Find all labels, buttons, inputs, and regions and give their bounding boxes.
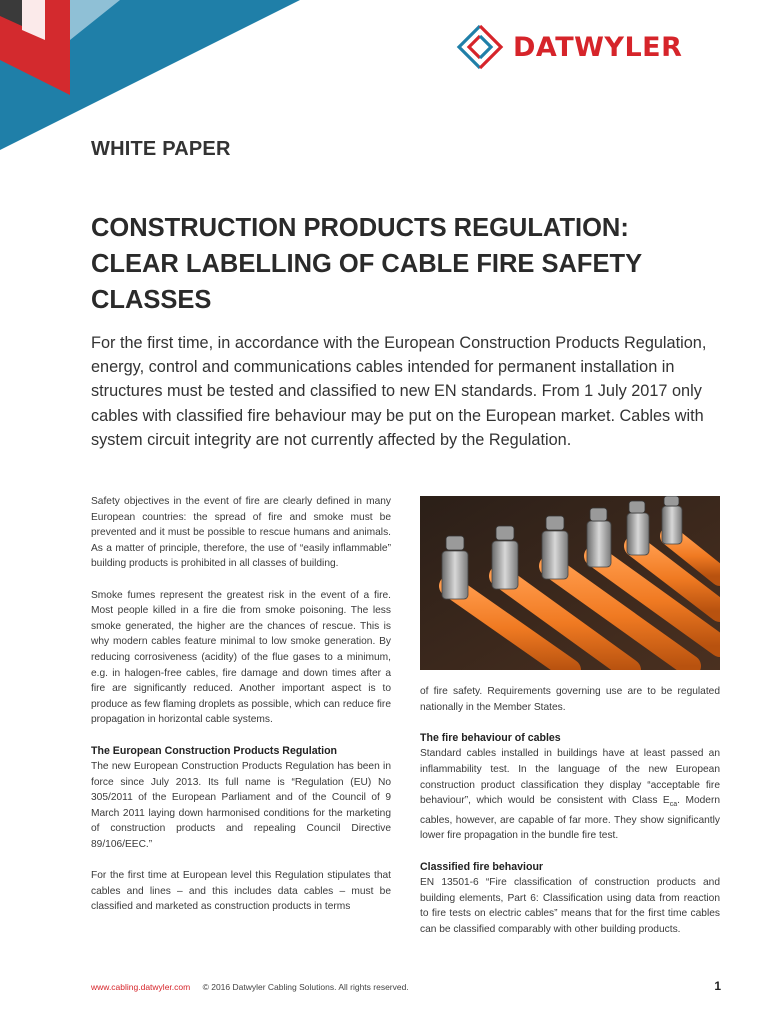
body-paragraph: Smoke fumes represent the greatest risk in the event of a fire. Most people killed in a fire die from smoke poisoning. The less smoke generated, the higher are the chances of rescue. This is why modern cables feature minimal to low smoke generation. By reducing corrosiveness (acidity) of the flue gases to a minimum, e.g. in halogen-free cables, fire damage and down times after a fire are significantly reduced. Another important aspect is to produce as few flaming droplets as possible, which can reduce fire propagation in horizontal cable systems.	[91, 589, 391, 726]
body-paragraph: of fire safety. Requirements governing use are to be regulated nationally in the Member States.	[420, 686, 720, 713]
page-number: 1	[714, 979, 721, 993]
left-column	[91, 494, 391, 931]
lead-paragraph: For the first time, in accordance with the European Construction Products Regulation, energy, control and communications cables intended for permanent installation in structures must be tested and classified to new EN standards. From 1 July 2017 only cables with classified fire behaviour may be put on the European market. Cables with system circuit integrity are not currently affected by the Regulation.	[91, 334, 707, 449]
page-title	[91, 210, 691, 318]
title-line-2: CLEAR LABELLING OF CABLE FIRE SAFETY	[91, 250, 643, 278]
title-line-1: CONSTRUCTION PRODUCTS REGULATION:	[91, 214, 629, 242]
website-link[interactable]: www.cabling.datwyler.com	[91, 982, 191, 992]
cable-photo	[420, 496, 720, 670]
section-heading: The fire behaviour of cables	[420, 731, 561, 744]
body-text: Standard cables installed in buildings have at least passed an inflammability test. In the language of the new European construction product classification they display “acceptable fire behaviour”, which would be consistent with Class E	[420, 748, 720, 807]
body-paragraph: Safety objectives in the event of fire are clearly defined in many European countries: the spread of fire and smoke must be prevented and it must be possible to rescue humans and animals. As a matter of principle, therefore, the use of “easily inflammable” building products is prohibited in all classes of building.	[91, 496, 391, 570]
copyright-text: © 2016 Datwyler Cabling Solutions. All rights reserved.	[202, 982, 409, 992]
class-subscript: ca	[669, 801, 678, 809]
document-type-label: WHITE PAPER	[91, 138, 231, 160]
section-heading: Classified fire behaviour	[420, 860, 544, 873]
page-footer	[91, 979, 721, 993]
section-heading: The European Construction Products Regulation	[91, 744, 338, 757]
brand-name: DATWYLER	[513, 31, 683, 63]
logo-mark-icon	[455, 22, 505, 72]
right-column	[420, 684, 720, 953]
title-line-3: CLASSES	[91, 286, 212, 314]
body-paragraph: For the first time at European level this Regulation stipulates that cables and lines – and this includes data cables – must be classified and marketed as construction products in terms	[91, 870, 391, 913]
corner-graphic	[0, 0, 310, 155]
datwyler-logo	[455, 22, 682, 72]
body-paragraph	[420, 746, 720, 844]
body-paragraph: The new European Construction Products Regulation has been in force since July 2013. Its full name is “Regulation (EU) No 305/2011 of the European Parliament and of the Council of 9 March 2011 laying down harmonised conditions for the marketing of construction products and repealing Council Directive 89/106/EEC.”	[91, 761, 391, 851]
body-paragraph: EN 13501-6 “Fire classification of construction products and building elements, Part 6: Classification using data from reaction to fire tests on electric cables” means that for the first time cables can be classified comparably with other building products.	[420, 877, 720, 935]
body-text: . Modern cables, however, are capable of far more. They show significantly lower fire propagation in the bundle fire test.	[420, 795, 721, 842]
